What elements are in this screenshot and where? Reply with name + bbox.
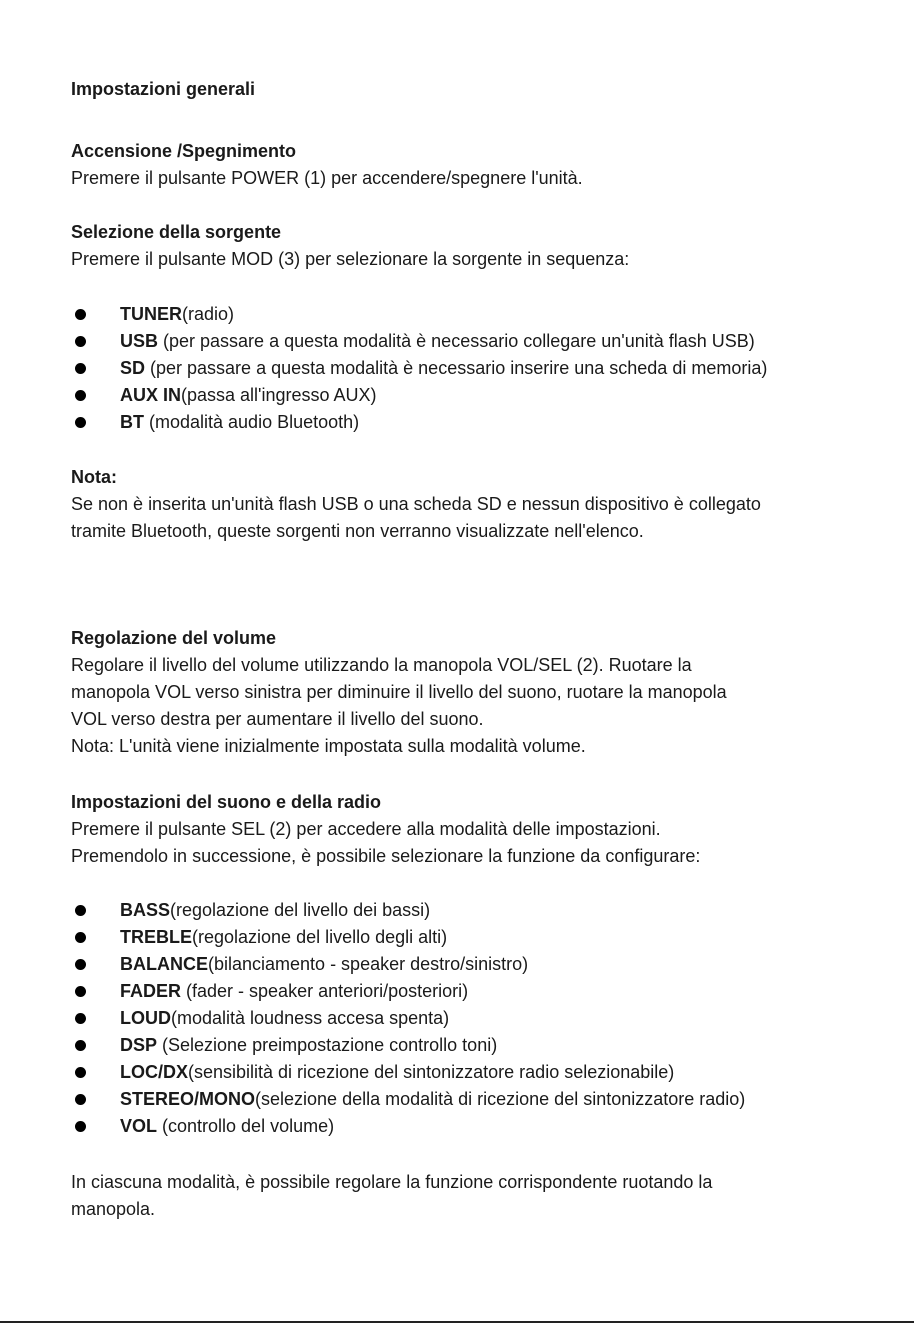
note-line: Se non è inserita un'unità flash USB o una scheda SD e nessun dispositivo è collegato: [71, 494, 761, 514]
list-item: [71, 951, 745, 978]
source-list: [71, 301, 767, 436]
volume-line: manopola VOL verso sinistra per diminuire il livello del suono, ruotare la manopola: [71, 682, 727, 702]
bullet-icon: [75, 1121, 86, 1132]
list-item-term: LOUD: [120, 1008, 171, 1028]
list-item-term: STEREO/MONO: [120, 1089, 256, 1109]
list-item-desc: (Selezione preimpostazione controllo toni): [157, 1035, 498, 1055]
list-item: [71, 328, 767, 355]
list-item: [71, 924, 745, 951]
volume-heading: Regolazione del volume: [71, 628, 277, 648]
list-item: [71, 301, 767, 328]
bullet-icon: [75, 932, 86, 943]
list-item-term: TUNER: [120, 304, 182, 324]
closing-line: manopola.: [71, 1199, 156, 1219]
list-item-desc: (modalità audio Bluetooth): [144, 412, 360, 432]
sound-heading: Impostazioni del suono e della radio: [71, 792, 382, 812]
bullet-icon: [75, 336, 86, 347]
list-item-term: BT: [120, 412, 144, 432]
list-item: [71, 1059, 745, 1086]
list-item-desc: (radio): [182, 304, 235, 324]
list-item-desc: (modalità loudness accesa spenta): [171, 1008, 450, 1028]
bullet-icon: [75, 363, 86, 374]
bullet-icon: [75, 417, 86, 428]
bullet-icon: [75, 1094, 86, 1105]
list-item-term: BALANCE: [120, 954, 208, 974]
bullet-icon: [75, 1040, 86, 1051]
bullet-icon: [75, 959, 86, 970]
list-item-term: DSP: [120, 1035, 158, 1055]
source-heading: Selezione della sorgente: [71, 222, 282, 242]
power-heading: Accensione /Spegnimento: [71, 141, 297, 161]
list-item-term: AUX IN: [120, 385, 182, 405]
list-item-term: VOL: [120, 1116, 158, 1136]
list-item: [71, 382, 767, 409]
note-heading: Nota:: [71, 467, 117, 487]
list-item-desc: (bilanciamento - speaker destro/sinistro): [208, 954, 529, 974]
page-bottom-rule: [0, 1321, 914, 1323]
list-item-term: BASS: [120, 900, 171, 920]
list-item-term: TREBLE: [120, 927, 192, 947]
list-item-desc: (sensibilità di ricezione del sintonizzatore radio selezionabile): [188, 1062, 675, 1082]
list-item: [71, 355, 767, 382]
list-item-term: SD: [120, 358, 146, 378]
list-item-desc: (selezione della modalità di ricezione del sintonizzatore radio): [255, 1089, 746, 1109]
bullet-icon: [75, 1013, 86, 1024]
note-line: tramite Bluetooth, queste sorgenti non verranno visualizzate nell'elenco.: [71, 521, 644, 541]
list-item-term: FADER: [120, 981, 182, 1001]
page-title: Impostazioni generali: [71, 79, 256, 99]
list-item: [71, 1005, 745, 1032]
list-item-desc: (passa all'ingresso AUX): [181, 385, 377, 405]
list-item-term: LOC/DX: [120, 1062, 189, 1082]
closing-line: In ciascuna modalità, è possibile regolare la funzione corrispondente ruotando la: [71, 1172, 713, 1192]
list-item: [71, 1086, 745, 1113]
list-item-desc: (per passare a questa modalità è necessario inserire una scheda di memoria): [145, 358, 768, 378]
volume-note: Nota: L'unità viene inizialmente impostata sulla modalità volume.: [71, 736, 586, 756]
list-item: [71, 409, 767, 436]
volume-line: VOL verso destra per aumentare il livello del suono.: [71, 709, 484, 729]
list-item: [71, 1113, 745, 1140]
list-item: [71, 897, 745, 924]
volume-line: Regolare il livello del volume utilizzando la manopola VOL/SEL (2). Ruotare la: [71, 655, 692, 675]
list-item-desc: (per passare a questa modalità è necessario collegare un'unità flash USB): [158, 331, 755, 351]
list-item-desc: (controllo del volume): [157, 1116, 335, 1136]
bullet-icon: [75, 905, 86, 916]
power-text: Premere il pulsante POWER (1) per accendere/spegnere l'unità.: [71, 168, 583, 188]
sound-line: Premendolo in successione, è possibile selezionare la funzione da configurare:: [71, 846, 701, 866]
bullet-icon: [75, 390, 86, 401]
list-item-desc: (regolazione del livello dei bassi): [170, 900, 431, 920]
settings-list: [71, 897, 745, 1140]
source-text: Premere il pulsante MOD (3) per selezionare la sorgente in sequenza:: [71, 249, 630, 269]
sound-line: Premere il pulsante SEL (2) per accedere alla modalità delle impostazioni.: [71, 819, 661, 839]
list-item-term: USB: [120, 331, 159, 351]
list-item: [71, 978, 745, 1005]
list-item-desc: (regolazione del livello degli alti): [192, 927, 448, 947]
bullet-icon: [75, 1067, 86, 1078]
bullet-icon: [75, 986, 86, 997]
bullet-icon: [75, 309, 86, 320]
list-item: [71, 1032, 745, 1059]
list-item-desc: (fader - speaker anteriori/posteriori): [181, 981, 469, 1001]
